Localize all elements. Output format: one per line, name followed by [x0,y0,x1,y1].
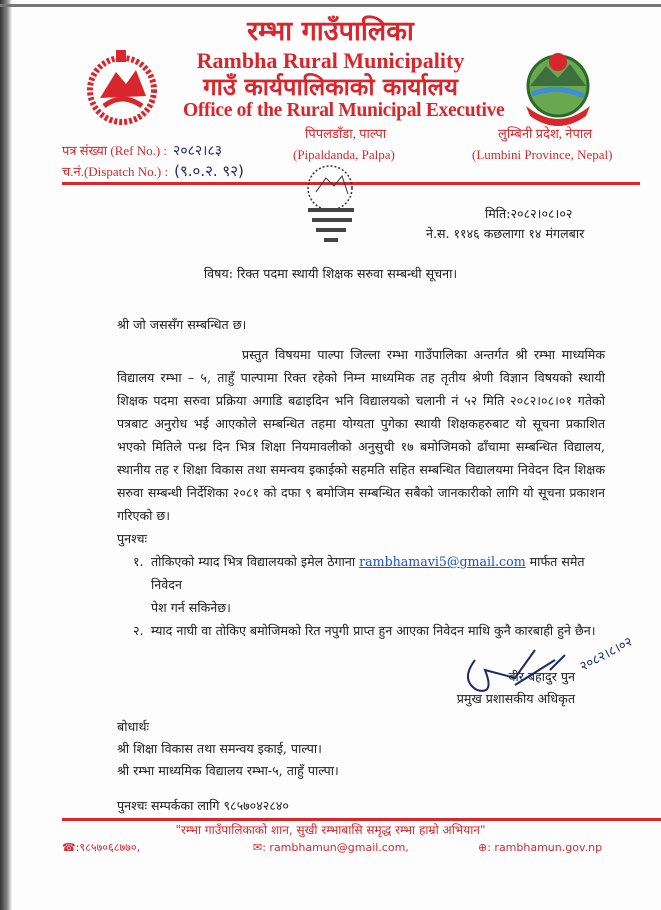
municipality-name-np: रम्भा गाउँपालिका [247,16,414,47]
salutation: श्री जो जससँग सम्बन्धित छ। [117,317,247,332]
note-number: २. [133,623,144,638]
signature-block [117,634,635,710]
ref-value: २०८२।८३ [173,143,223,159]
ref-row [62,141,222,161]
footer-email [253,841,409,855]
footer-phone [62,841,140,855]
municipality-name-en: Rambha Rural Municipality [196,48,465,73]
contact-note: पुनश्चः सम्पर्कका लागि ९८५७०४२८४० [117,798,289,813]
footer-website [478,841,602,855]
subject-line: विषय: रिक्त पदमा स्थायी शिक्षक सरुवा सम्बन्धी सूचना। [203,266,458,281]
signature-date: २०८२।८।०२ [577,634,635,675]
note-item-1 [117,550,605,619]
location-en: (Pipaldanda, Palpa) [293,147,395,162]
postscript-label: पुनश्चः [117,531,148,546]
note-number: १. [133,554,144,569]
footer-slogan: "रम्भा गाउँपालिकाको शान, सुखी रम्भाबासि समृद्ध रम्भा हाम्रो अभियान" [175,823,486,837]
letter-date: मिति:२०८२।०८।०२ [485,206,573,221]
note-text: मार्फत समेत निवेदन [151,554,585,592]
dispatch-value: (९.०.२. ९२) [174,162,244,180]
province-np: लुम्बिनी प्रदेश, नेपाल [498,126,593,141]
note-item-1-line2: पेश गर्न सकिनेछ। [151,600,231,615]
note-text: म्याद नाघी वा तोकिए बमोजिमको रित नपुगी प्राप्त हुन आएका निवेदन माथि कुनै कारबाही हुने छैन। [151,623,596,638]
scan-edge [0,0,12,910]
province-en: (Lumbini Province, Nepal) [472,147,613,162]
footer-divider [62,818,661,821]
office-name-en: Office of the Rural Municipal Executive [183,100,505,121]
signatory-title: प्रमुख प्रशासकीय अधिकृत [456,691,575,706]
office-stamp-icon [290,160,370,250]
footer-email-text[interactable]: : rambhamun@gmail.com, [262,841,409,854]
signatory-name: वीर बहादुर पुन [508,669,575,684]
phone-number: :९८५७०६८७७०, [75,841,141,854]
ref-label: पत्र संख्या (Ref No.) : [62,143,168,158]
cc-item: श्री रम्भा माध्यमिक विद्यालय रम्भा-५, ताहुँ पाल्पा। [117,763,339,778]
cc-label: बोधार्थः [117,719,150,734]
letter-date-nepal-sambat: ने.स. ११४६ कछलागा १४ मंगलबार [426,226,585,241]
dispatch-label: च.नं.(Dispatch No.) : [62,164,169,179]
notice-paragraph: प्रस्तुत विषयमा पाल्पा जिल्ला रम्भा गाउँपालिका अन्तर्गत श्री रम्भा माध्यमिक विद्यालय रम्भा – ५, ताहुँ पाल्पामा रिक्त रहेको निम्न माध्यमिक तह तृतीय श्रेणी विज्ञान विषयको स्थायी शिक्षक पदमा सरुवा प्रक्रिया अगाडि बढाइदिन भनि विद्यालयको चलानी नं ५२ मिति २०८२।०८।०१ गतेको पत्रबाट अनुरोध भई आएकोले सम्बन्धित तहमा योग्यता पुगेका स्थायी शिक्षकहरुबाट यो सूचना प्रकाशित भएको मितिले पन्ध्र दिन भित्र शिक्षा नियमावलीको अनुसुची १७ बमोजिमको ढाँचामा सम्बन्धित विद्यालय, स्थानीय तह र शिक्षा विकास तथा समन्वय इकाईको सहमति सहित सम्बन्धित विद्यालयमा निवेदन दिन शिक्षक सरुवा सम्बन्धी निर्देशिका २०८१ को दफा ९ बमोजिम सम्बन्धित सबैको जानकारीको लागि यो सूचना प्रकाशन गरिएको छ। [117,347,605,523]
school-email-link[interactable]: rambhamavi5@gmail.com [359,554,526,569]
footer-website-text[interactable]: : rambhamun.gov.np [487,841,603,854]
globe-icon: ⊕ [478,841,488,854]
cc-block [117,716,605,782]
office-name-np: गाउँ कार्यपालिकाको कार्यालय [203,72,458,101]
note-text: तोकिएको म्याद भित्र विद्यालयको इमेल ठेगाना [151,554,356,569]
letter-body [117,343,635,817]
envelope-icon: ✉ [253,841,263,854]
note-item-2 [117,619,605,642]
cc-item: श्री शिक्षा विकास तथा समन्वय इकाई, पाल्पा। [117,741,322,756]
scan-top-edge [0,4,661,7]
location-np: पिपलडाँडा, पाल्पा [305,126,387,141]
phone-icon: ☎ [62,841,76,854]
dispatch-row [62,161,244,182]
